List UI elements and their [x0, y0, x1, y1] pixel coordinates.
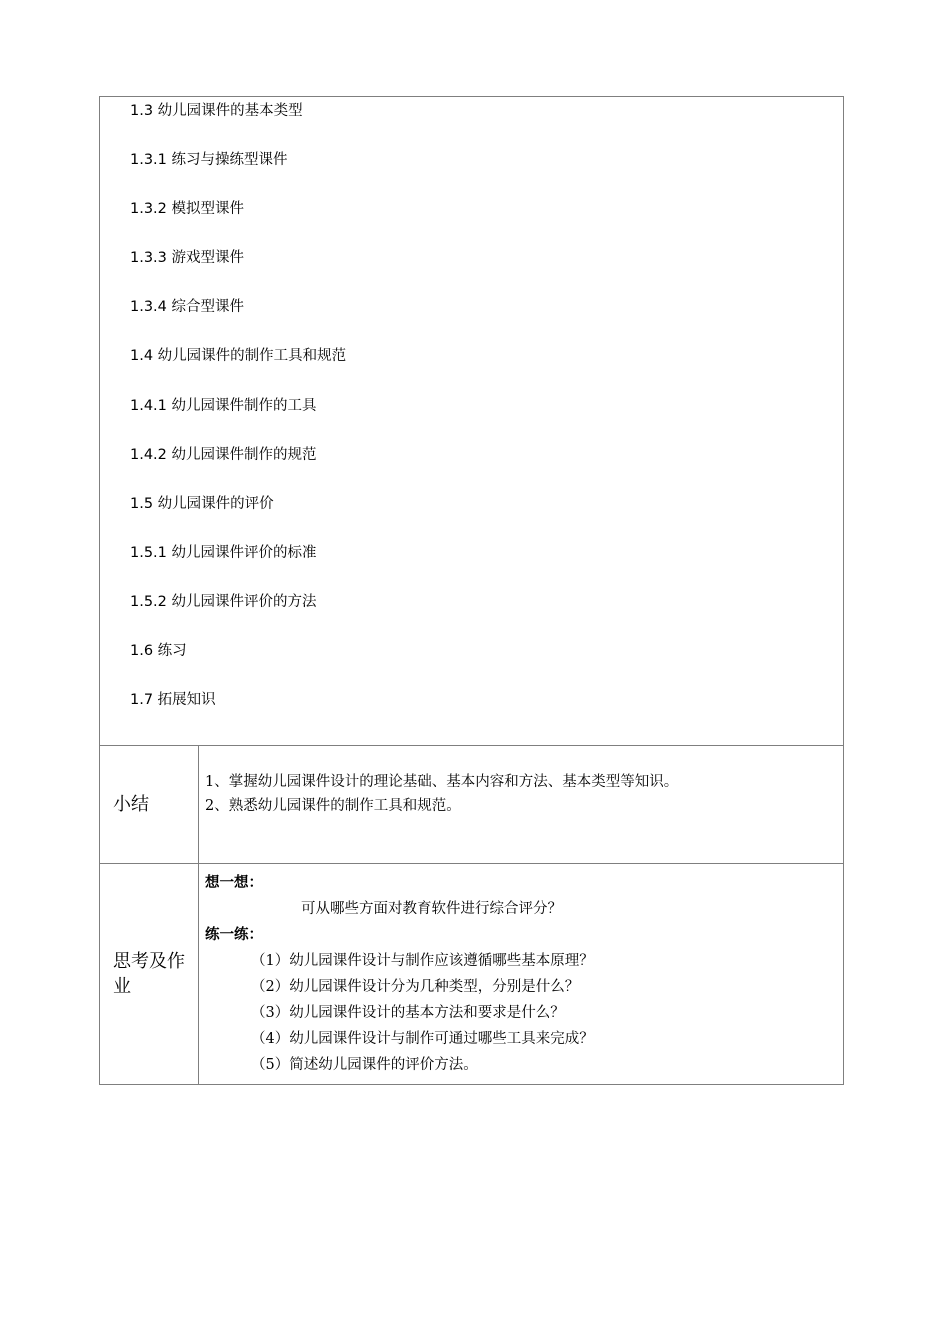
outline-item: 1.7 拓展知识 [130, 692, 216, 709]
outline-list [100, 97, 843, 710]
outline-item: 1.3.3 游戏型课件 [130, 250, 245, 267]
outline-item: 1.6 练习 [130, 643, 187, 660]
outline-item: 1.5.2 幼儿园课件评价的方法 [130, 593, 317, 610]
homework-content [199, 864, 844, 1085]
outline-cell [100, 97, 844, 746]
outline-item: 1.5 幼儿园课件的评价 [130, 495, 274, 512]
practice-heading: 练一练： [205, 927, 263, 943]
homework-row [100, 864, 844, 1085]
practice-item: （5）简述幼儿园课件的评价方法。 [251, 1057, 478, 1073]
outline-row [100, 97, 844, 746]
practice-item: （2）幼儿园课件设计分为几种类型，分别是什么？ [251, 979, 580, 995]
think-heading: 想一想： [205, 875, 263, 891]
outline-item: 1.4.2 幼儿园课件制作的规范 [130, 446, 317, 463]
outline-item: 1.3.2 模拟型课件 [130, 201, 245, 218]
summary-label: 小结 [100, 746, 199, 864]
think-question: 可从哪些方面对教育软件进行综合评分？ [301, 901, 562, 917]
lesson-plan-table [99, 96, 844, 1085]
outline-item: 1.3.4 综合型课件 [130, 299, 245, 316]
outline-item: 1.5.1 幼儿园课件评价的标准 [130, 544, 317, 561]
outline-item: 1.4.1 幼儿园课件制作的工具 [130, 397, 317, 414]
practice-item: （4）幼儿园课件设计与制作可通过哪些工具来完成？ [251, 1031, 594, 1047]
outline-item: 1.3 幼儿园课件的基本类型 [130, 103, 303, 119]
practice-item: （3）幼儿园课件设计的基本方法和要求是什么？ [251, 1005, 565, 1021]
practice-item: （1）幼儿园课件设计与制作应该遵循哪些基本原理？ [251, 953, 594, 969]
summary-row [100, 746, 844, 864]
summary-content [199, 746, 844, 864]
summary-line: 1、掌握幼儿园课件设计的理论基础、基本内容和方法、基本类型等知识。 [205, 774, 679, 790]
outline-item: 1.4 幼儿园课件的制作工具和规范 [130, 348, 347, 365]
outline-item: 1.3.1 练习与操练型课件 [130, 152, 288, 169]
summary-line: 2、熟悉幼儿园课件的制作工具和规范。 [205, 798, 461, 814]
homework-label: 思考及作业 [100, 864, 199, 1085]
